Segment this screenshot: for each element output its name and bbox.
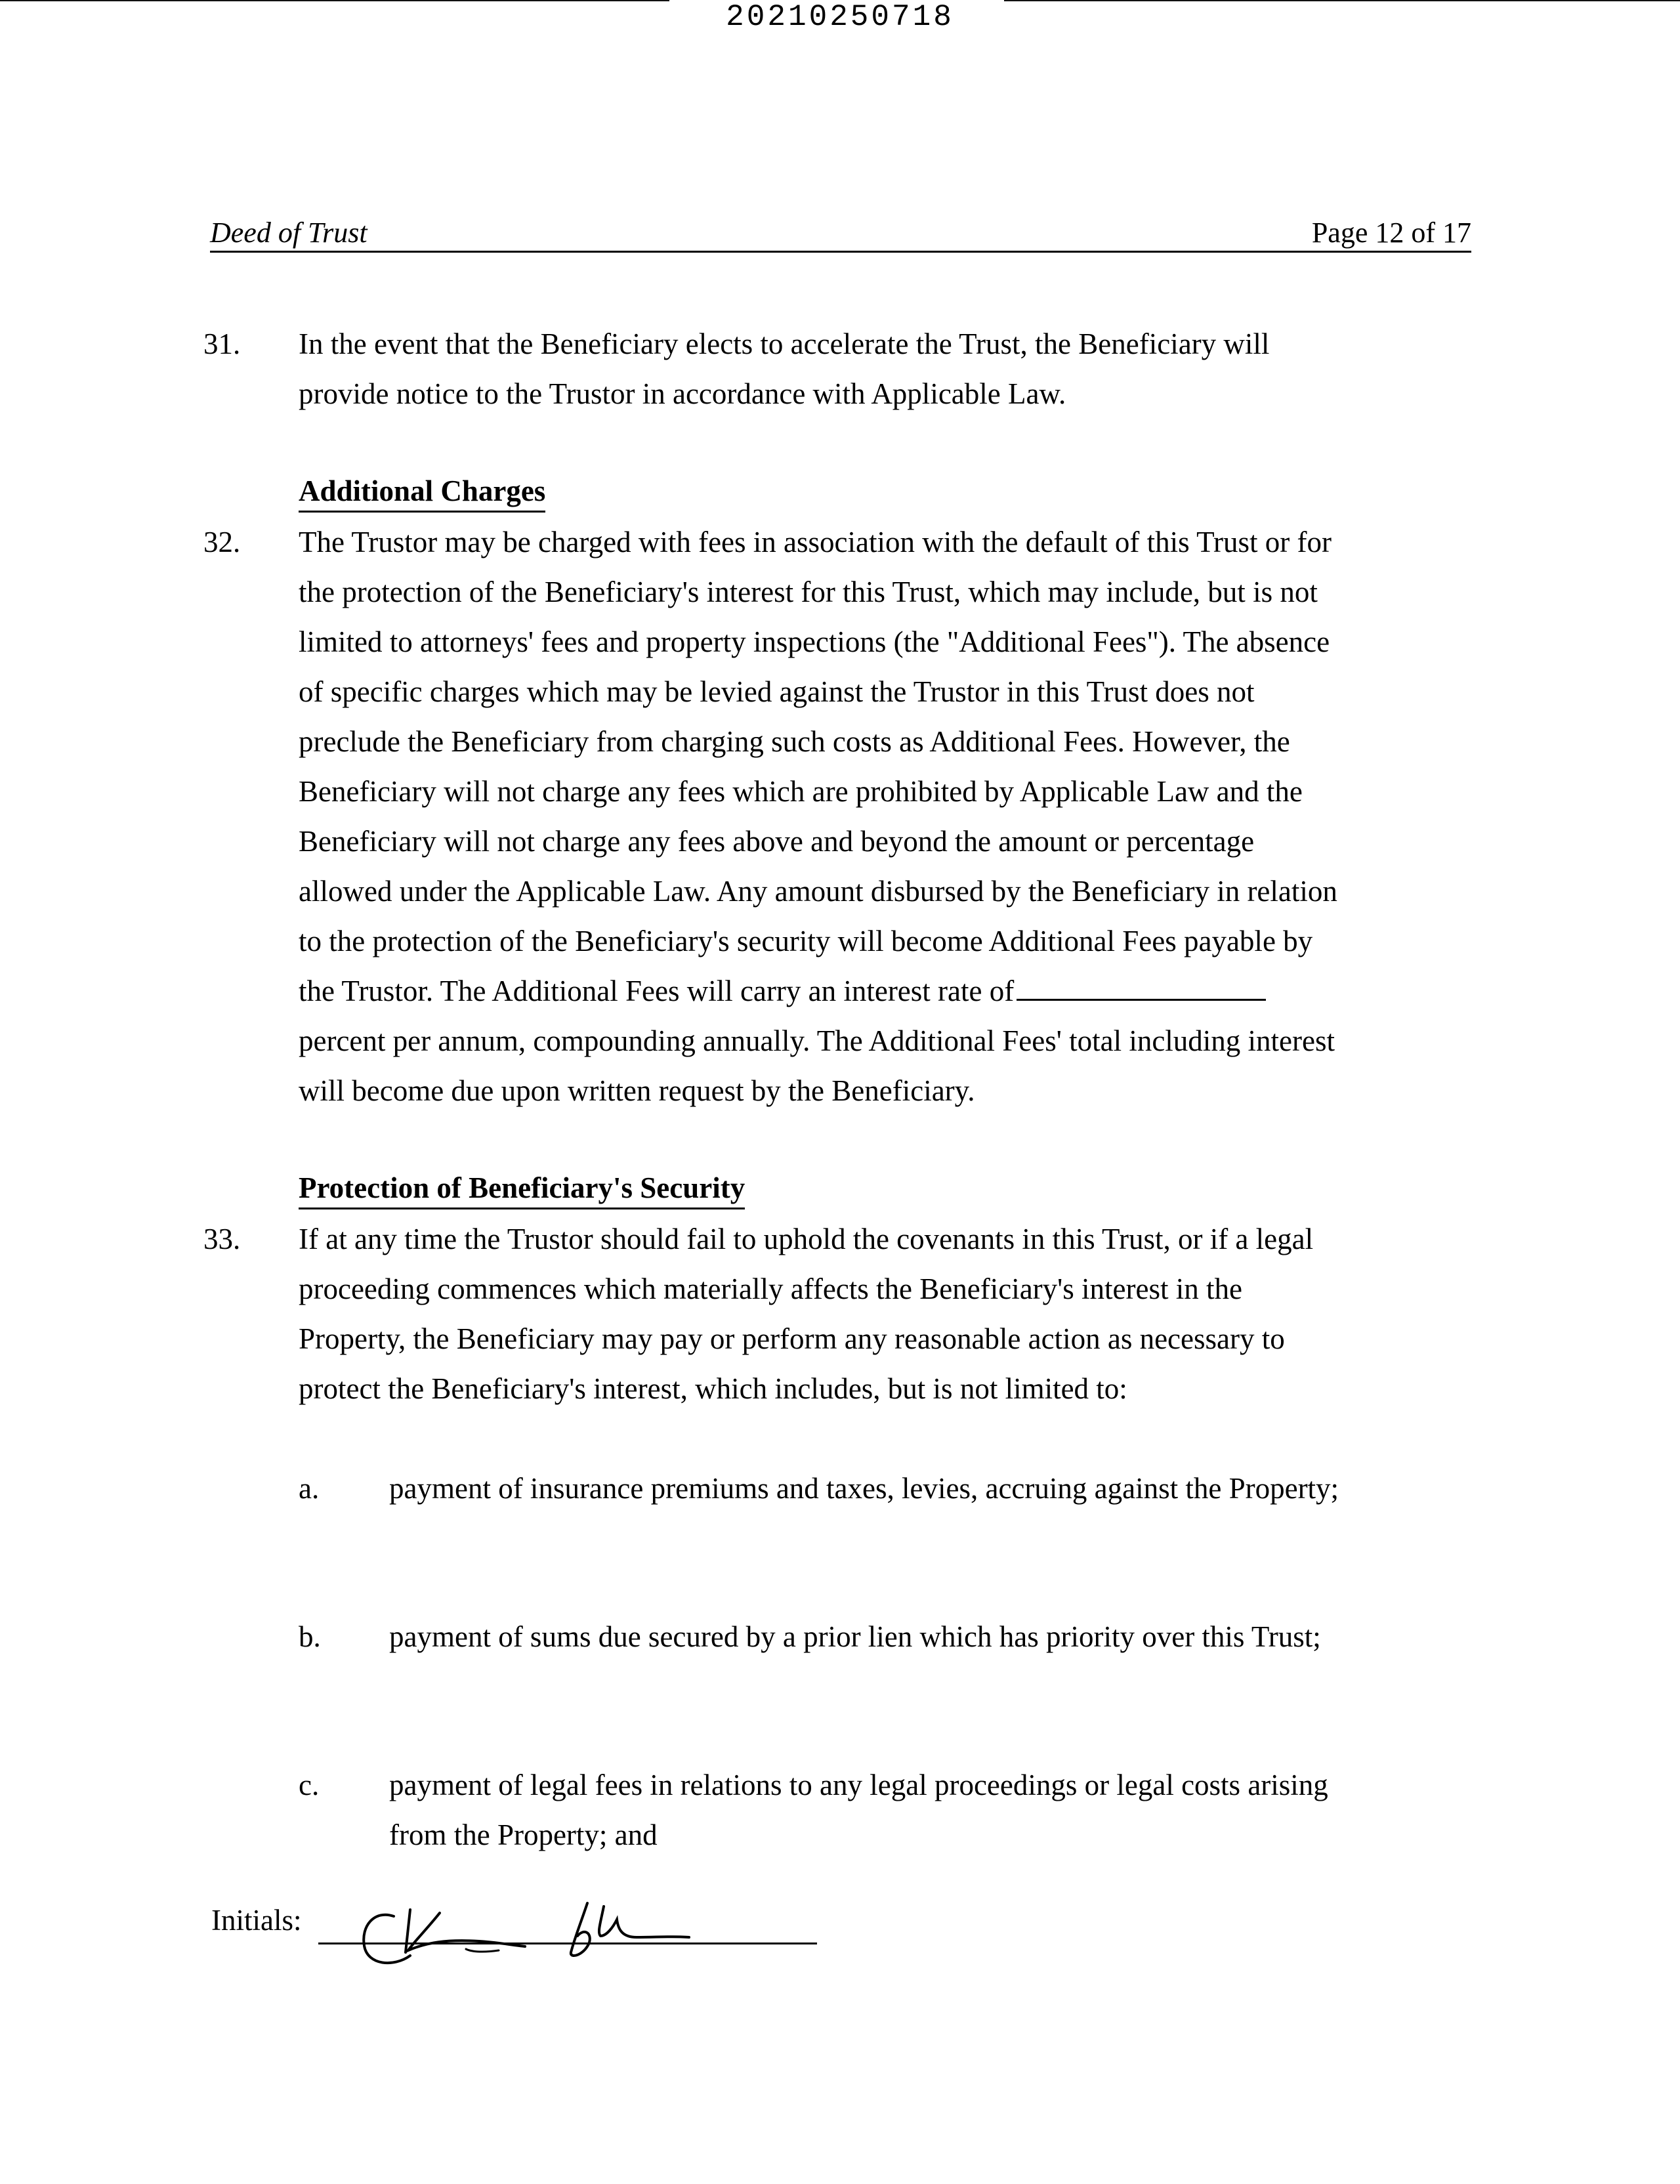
paragraph-line: to the protection of the Beneficiary's security will become Additional Fees payable by	[299, 925, 1313, 957]
paragraph-body	[299, 517, 1480, 1116]
list-item-text	[389, 1612, 1479, 1662]
paragraph-number: 31.	[203, 327, 241, 360]
paragraph-line: In the event that the Beneficiary elects to accelerate the Trust, the Beneficiary will	[299, 327, 1270, 360]
paragraph-body	[299, 1214, 1480, 1414]
list-item-letter: a.	[299, 1472, 320, 1505]
list-item-text	[389, 1463, 1479, 1513]
initials-label: Initials:	[211, 1904, 302, 1937]
list-item-letter: c.	[299, 1769, 320, 1801]
paragraph-line: percent per annum, compounding annually. The Additional Fees' total including interest	[299, 1024, 1335, 1057]
list-item-line: payment of insurance premiums and taxes, levies, accruing against the Property;	[389, 1472, 1339, 1505]
page-header	[210, 214, 1471, 253]
paragraph-line: The Trustor may be charged with fees in association with the default of this Trust or for	[299, 526, 1332, 558]
document-id: 20210250718	[726, 0, 954, 34]
list-item-line: payment of legal fees in relations to any legal proceedings or legal costs arising	[389, 1769, 1328, 1801]
handwritten-initials-signature	[348, 1890, 755, 1975]
paragraph-body	[299, 319, 1480, 419]
paragraph-line: Beneficiary will not charge any fees which are prohibited by Applicable Law and the	[299, 775, 1303, 808]
paragraph-line: proceeding commences which materially affects the Beneficiary's interest in the	[299, 1272, 1242, 1305]
paragraph-line: protect the Beneficiary's interest, which includes, but is not limited to:	[299, 1372, 1127, 1405]
paragraph-line: limited to attorneys' fees and property inspections (the "Additional Fees"). The absence	[299, 625, 1330, 658]
paragraph-line: allowed under the Applicable Law. Any amount disbursed by the Beneficiary in relation	[299, 875, 1337, 908]
paragraph-line-with-blank	[299, 966, 1480, 1016]
paragraph-line: Beneficiary will not charge any fees above and beyond the amount or percentage	[299, 825, 1255, 858]
paragraph-line: If at any time the Trustor should fail to uphold the covenants in this Trust, or if a legal	[299, 1223, 1314, 1255]
interest-rate-blank	[1017, 986, 1266, 1001]
paragraph-number: 32.	[203, 526, 241, 558]
paragraph-line: Property, the Beneficiary may pay or perform any reasonable action as necessary to	[299, 1322, 1285, 1355]
list-item-line: from the Property; and	[389, 1818, 658, 1851]
list-item-text	[389, 1760, 1479, 1860]
paragraph-line: preclude the Beneficiary from charging such costs as Additional Fees. However, the	[299, 725, 1290, 758]
paragraph-line-text: the Trustor. The Additional Fees will carry an interest rate of	[299, 975, 1015, 1007]
paragraph-line: provide notice to the Trustor in accordance with Applicable Law.	[299, 377, 1066, 410]
header-title: Deed of Trust	[210, 217, 368, 249]
section-heading-additional-charges: Additional Charges	[299, 471, 545, 513]
paragraph-number: 33.	[203, 1223, 241, 1255]
list-item-letter: b.	[299, 1620, 321, 1653]
list-item-line: payment of sums due secured by a prior lien which has priority over this Trust;	[389, 1620, 1321, 1653]
section-heading-protection-security: Protection of Beneficiary's Security	[299, 1168, 745, 1209]
paragraph-line: of specific charges which may be levied against the Trustor in this Trust does not	[299, 675, 1255, 708]
paragraph-line: will become due upon written request by the Beneficiary.	[299, 1074, 975, 1107]
header-page-number: Page 12 of 17	[1311, 217, 1471, 249]
paragraph-line: the protection of the Beneficiary's interest for this Trust, which may include, but is not	[299, 576, 1318, 608]
